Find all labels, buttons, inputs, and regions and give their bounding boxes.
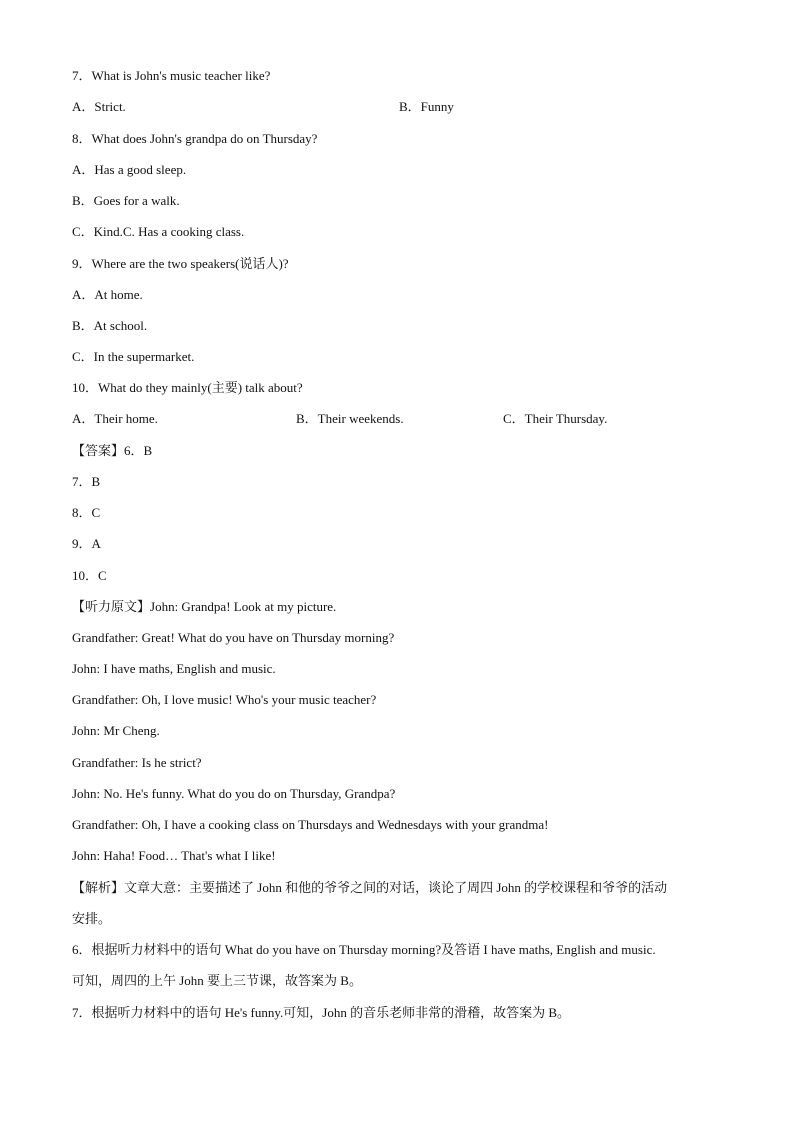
transcript-label: 【听力原文】 (72, 599, 151, 614)
transcript-line-3: John: I have maths, English and music. (72, 661, 276, 676)
question-7-stem: 7．What is John's music teacher like? (72, 68, 271, 83)
analysis-item-6-line-1: 6．根据听力材料中的语句 What do you have on Thursday morning?及答语 I have maths, English and music. (72, 942, 656, 957)
analysis-intro-line-1 (72, 880, 667, 896)
analysis-item-6-line-2: 可知，周四的上午 John 要上三节课，故答案为 B。 (72, 973, 362, 988)
analysis-intro-text: 文章大意：主要描述了 John 和他的爷爷之间的对话，谈论了周四 John 的学校课程和爷爷的活动 (124, 880, 668, 895)
answer-10: 10．C (72, 568, 107, 583)
question-10-option-a: A．Their home. (72, 411, 158, 426)
answer-line-first (72, 443, 152, 459)
question-8-option-b: B．Goes for a walk. (72, 193, 180, 208)
answer-7: 7．B (72, 474, 101, 489)
transcript-line-4: Grandfather: Oh, I love music! Who's your music teacher? (72, 692, 377, 707)
question-8-option-c: C．Kind.C. Has a cooking class. (72, 224, 245, 239)
transcript-line-2: Grandfather: Great! What do you have on Thursday morning? (72, 630, 395, 645)
transcript-line-9: John: Haha! Food… That's what I like! (72, 848, 276, 863)
analysis-label: 【解析】 (72, 880, 125, 895)
question-7-option-a: A．Strict. (72, 99, 126, 114)
question-9-option-a: A．At home. (72, 287, 143, 302)
transcript-line-6: Grandfather: Is he strict? (72, 755, 202, 770)
question-7-option-b: B．Funny (399, 99, 454, 114)
question-10-option-b: B．Their weekends. (296, 411, 404, 426)
answer-6: 6．B (124, 443, 153, 458)
question-9-option-b: B．At school. (72, 318, 148, 333)
transcript-text-1: John: Grandpa! Look at my picture. (150, 599, 337, 614)
answer-9: 9．A (72, 536, 101, 551)
analysis-intro-line-2: 安排。 (72, 911, 112, 926)
question-9-stem: 9．Where are the two speakers(说话人)? (72, 256, 289, 271)
transcript-line-7: John: No. He's funny. What do you do on Thursday, Grandpa? (72, 786, 396, 801)
question-10-option-c: C．Their Thursday. (503, 411, 608, 426)
transcript-line-1 (72, 599, 336, 615)
analysis-item-7-line-1: 7．根据听力材料中的语句 He's funny.可知，John 的音乐老师非常的滑稽，故答案为 B。 (72, 1005, 571, 1020)
question-8-stem: 8．What does John's grandpa do on Thursday? (72, 131, 318, 146)
answer-8: 8．C (72, 505, 101, 520)
transcript-line-5: John: Mr Cheng. (72, 723, 160, 738)
transcript-line-8: Grandfather: Oh, I have a cooking class on Thursdays and Wednesdays with your grandma! (72, 817, 549, 832)
question-10-stem: 10．What do they mainly(主要) talk about? (72, 380, 303, 395)
answer-label: 【答案】 (72, 443, 125, 458)
question-9-option-c: C．In the supermarket. (72, 349, 195, 364)
question-8-option-a: A．Has a good sleep. (72, 162, 187, 177)
